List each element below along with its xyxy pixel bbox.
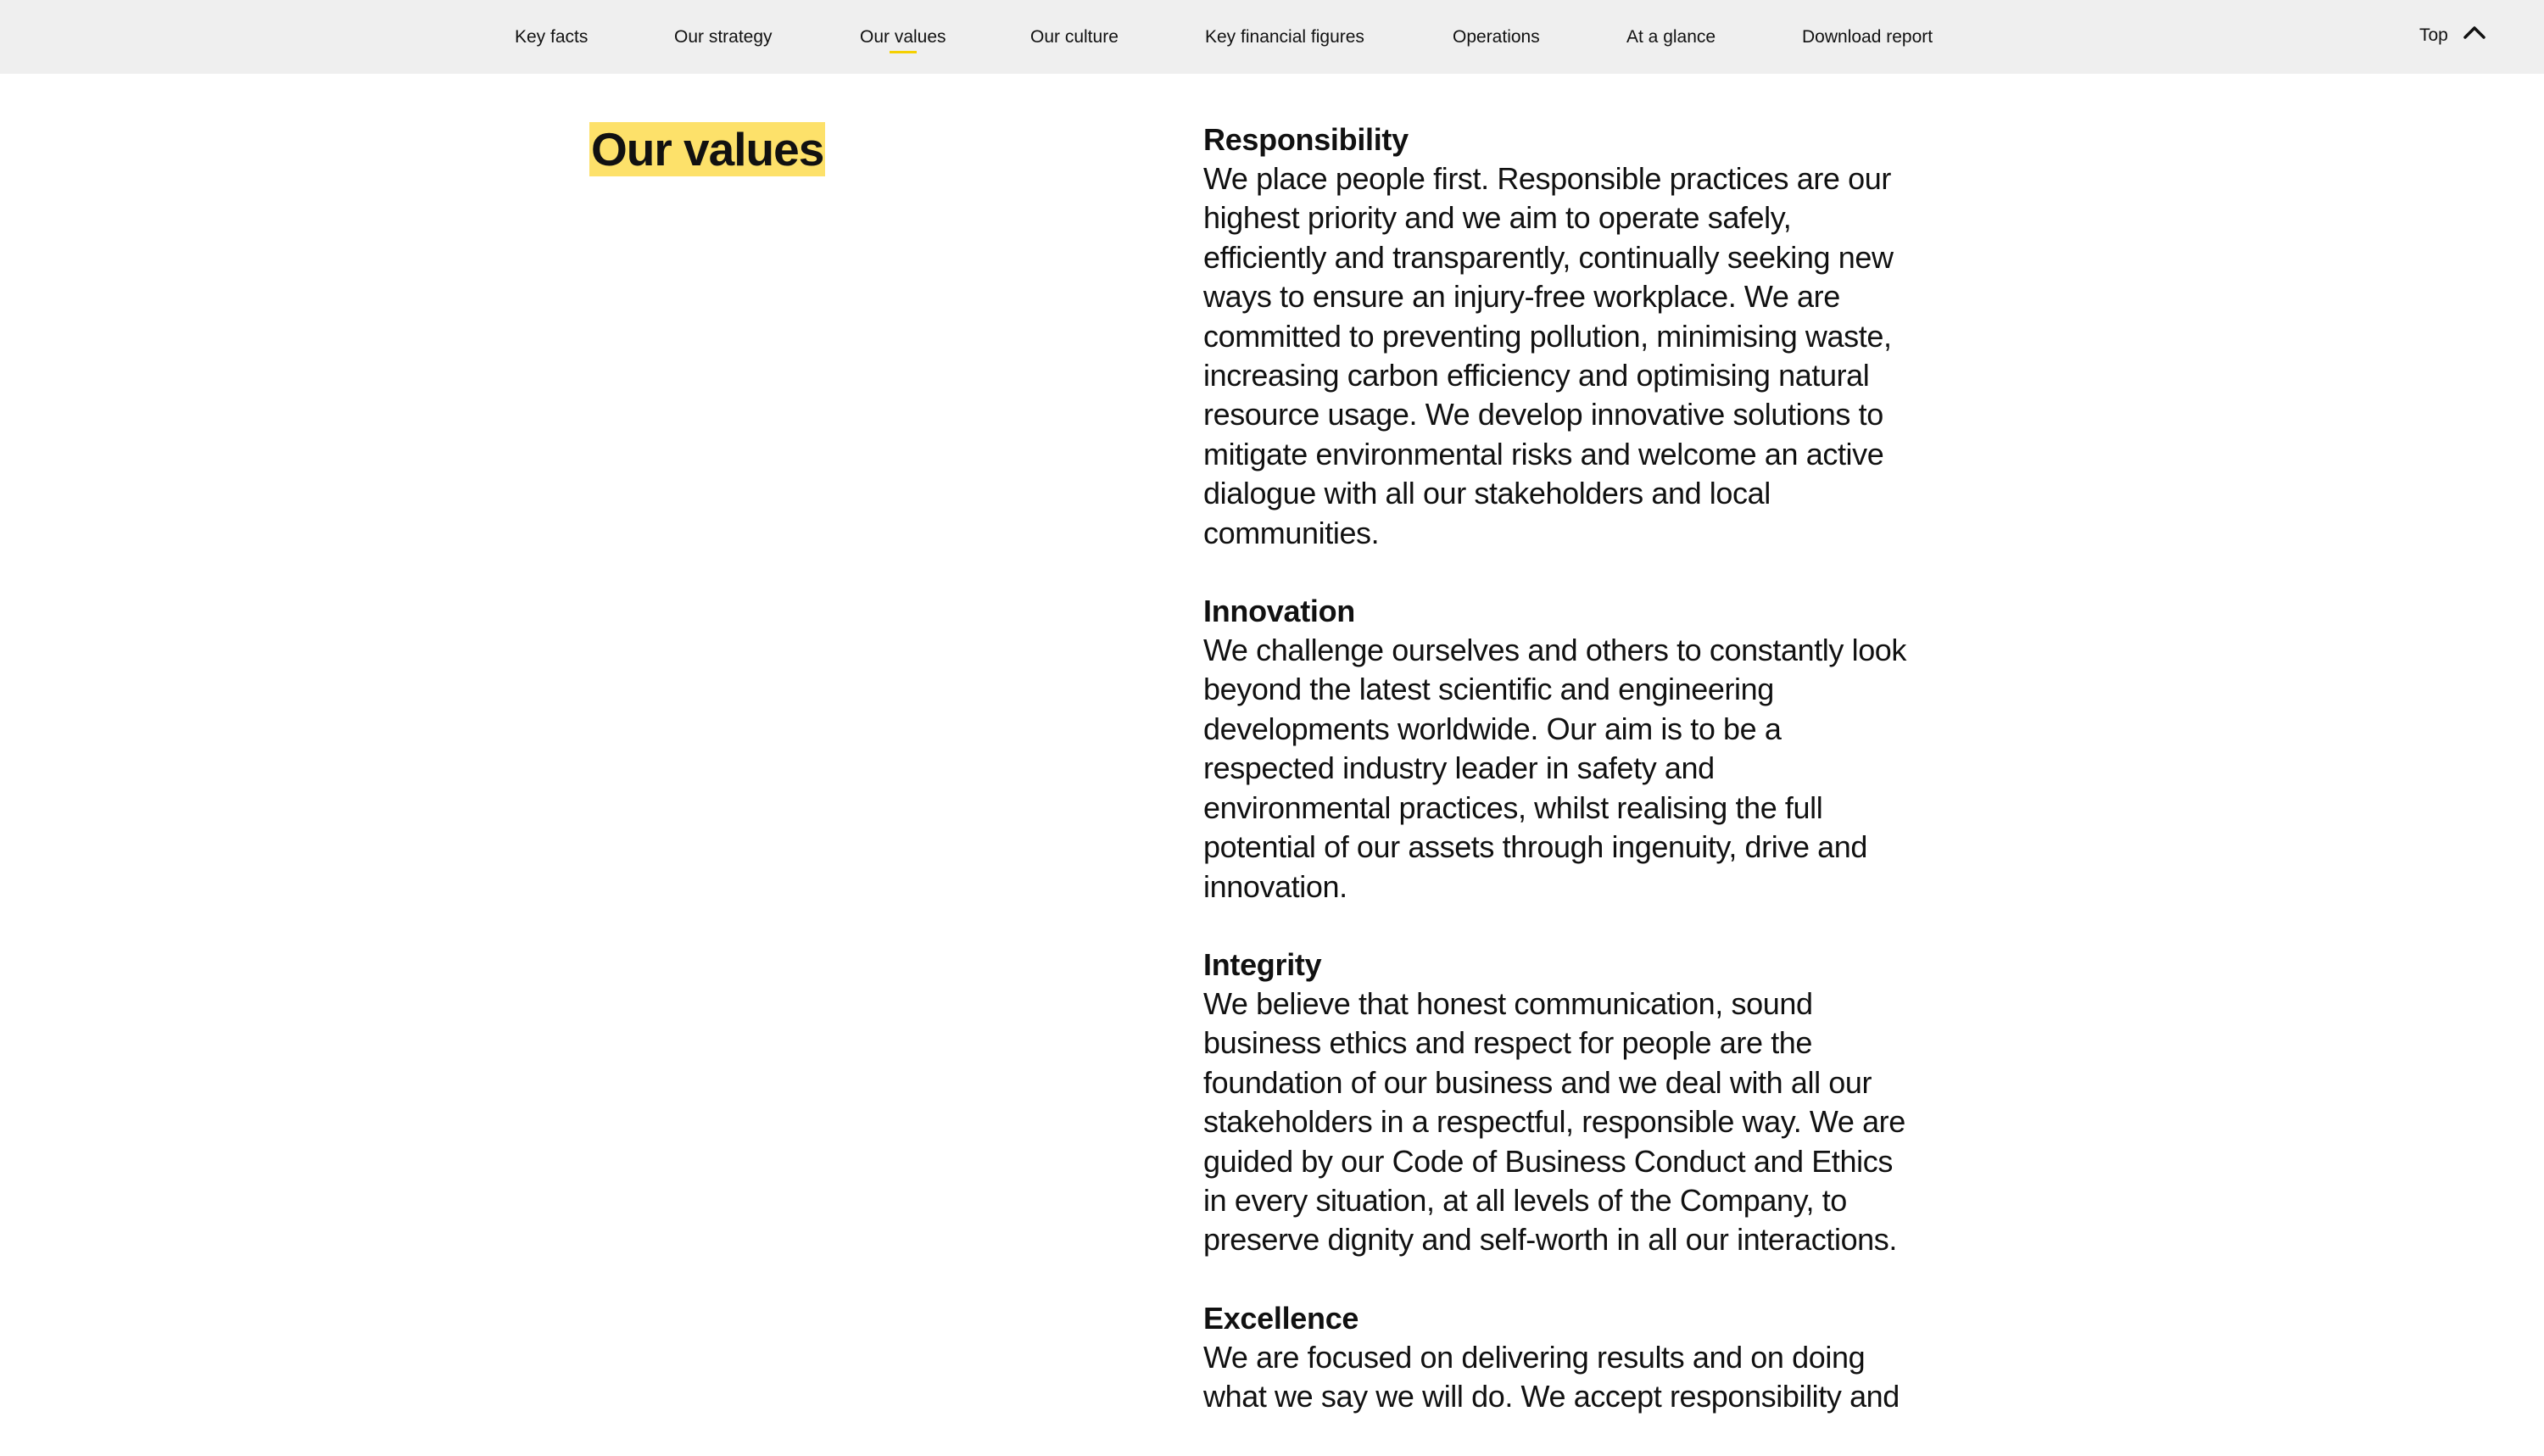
value-responsibility bbox=[1203, 120, 1907, 553]
nav-item-label: Our values bbox=[860, 27, 946, 47]
nav-item-our-strategy[interactable] bbox=[674, 0, 773, 74]
value-description: We believe that honest communication, sound business ethics and respect for people are the foundation of our business and we deal with all our stakeholders in a respectful, responsible way. We are guided by our Code of Business Conduct and Ethics in every situation, at all levels of the Company, to preserve dignity and self-worth in all our interactions. bbox=[1203, 985, 1905, 1258]
chevron-up-icon bbox=[2463, 25, 2485, 39]
value-description: We challenge ourselves and others to constantly look beyond the latest scientific and engineering developments worldwide. Our aim is to be a respected industry leader in safety and environmental practices, whilst realising the full potential of our assets through ingenuity, drive and innovation. bbox=[1203, 633, 1907, 904]
nav-item-key-facts[interactable] bbox=[515, 0, 588, 74]
value-heading: Innovation bbox=[1203, 594, 1355, 629]
back-to-top-button[interactable] bbox=[2419, 0, 2448, 74]
nav-item-at-a-glance[interactable] bbox=[1626, 0, 1716, 74]
back-to-top-label: Top bbox=[2419, 25, 2448, 45]
nav-item-label: Download report bbox=[1802, 27, 1933, 47]
page-title: Our values bbox=[591, 123, 824, 176]
value-integrity bbox=[1203, 946, 1907, 1260]
value-heading: Integrity bbox=[1203, 946, 1322, 982]
nav-item-operations[interactable] bbox=[1453, 0, 1540, 74]
nav-item-download-report[interactable] bbox=[1802, 0, 1933, 74]
value-description: We place people first. Responsible practices are our highest priority and we aim to operate safely, efficiently and transparently, continually seeking new ways to ensure an injury-free workplace. We are committed to preventing pollution, minimising waste, increasing carbon efficiency and optimising natural resource usage. We develop innovative solutions to mitigate environmental risks and welcome an active dialogue with all our stakeholders and local communities. bbox=[1203, 161, 1894, 550]
value-excellence bbox=[1203, 1299, 1907, 1417]
nav-item-label: At a glance bbox=[1626, 27, 1716, 47]
nav-item-label: Operations bbox=[1453, 27, 1540, 47]
active-indicator bbox=[890, 51, 917, 53]
nav-item-label: Key financial figures bbox=[1205, 27, 1364, 47]
nav-item-our-values[interactable] bbox=[860, 0, 946, 74]
nav-item-our-culture[interactable] bbox=[1030, 0, 1119, 74]
values-list bbox=[1203, 120, 1907, 1456]
value-heading: Responsibility bbox=[1203, 122, 1409, 157]
value-innovation bbox=[1203, 592, 1907, 907]
value-heading: Excellence bbox=[1203, 1300, 1359, 1336]
nav-item-label: Key facts bbox=[515, 27, 589, 47]
nav-item-label: Our strategy bbox=[674, 27, 773, 47]
nav-item-key-financial-figures[interactable] bbox=[1205, 0, 1364, 74]
value-description: We are focused on delivering results and on doing what we say we will do. We accept responsibility and bbox=[1203, 1339, 1900, 1414]
nav-item-label: Our culture bbox=[1030, 27, 1119, 47]
top-navigation bbox=[0, 0, 2544, 74]
